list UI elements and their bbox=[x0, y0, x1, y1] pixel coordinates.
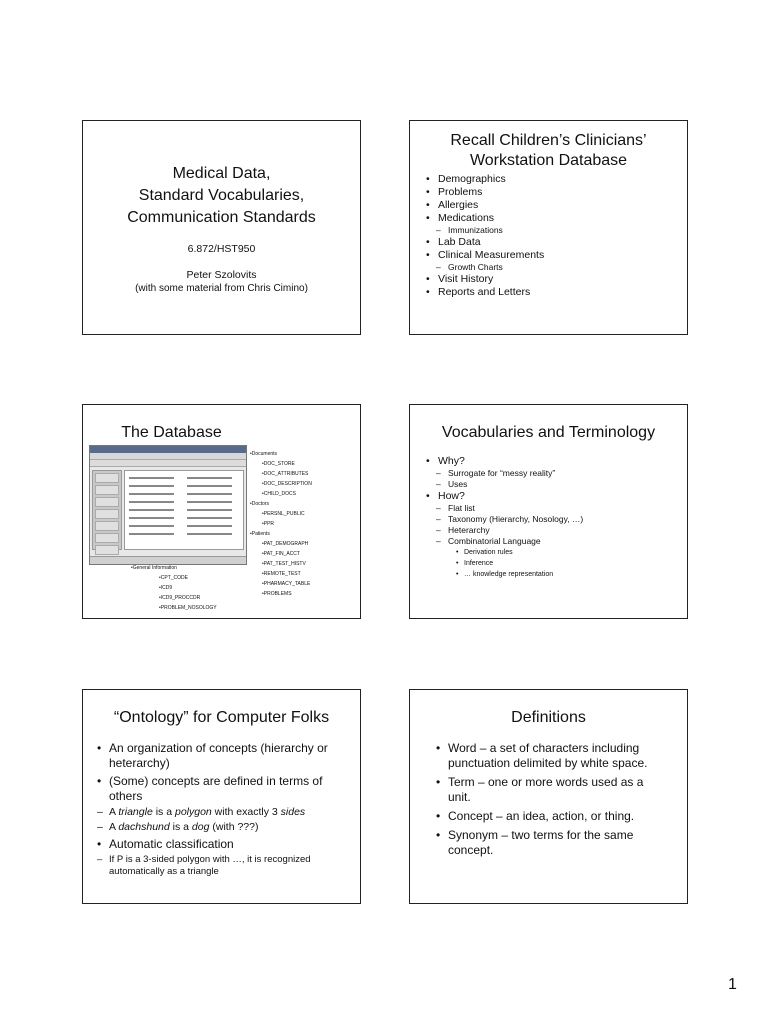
outline-item: •DOC_DESCRIPTION bbox=[262, 481, 312, 487]
slide-ontology bbox=[82, 689, 361, 904]
outline-item: •DOC_STORE bbox=[262, 461, 295, 467]
bullet-list bbox=[426, 173, 544, 299]
list-subitem: – A dachshund is a dog (with ???) bbox=[97, 821, 344, 834]
list-subitem: – Uses bbox=[426, 479, 583, 490]
outline-heading: •Documents bbox=[250, 451, 278, 457]
list-subitem: – A triangle is a polygon with exactly 3 sides bbox=[97, 806, 344, 819]
outline-item: •DOC_ATTRIBUTES bbox=[262, 471, 309, 477]
list-item: • Synonym – two terms for the same concept. bbox=[436, 828, 667, 858]
outline-item: •PROBLEMS bbox=[262, 591, 292, 597]
list-item: • Problems bbox=[426, 186, 544, 199]
list-item: • Allergies bbox=[426, 199, 544, 212]
slide-vocabularies bbox=[409, 404, 688, 619]
slide-heading: The Database bbox=[121, 424, 222, 441]
list-subitem: – Growth Charts bbox=[426, 262, 544, 273]
outline-item: •PROBLEM_NOSOLOGY bbox=[159, 605, 217, 611]
list-item: • How? bbox=[426, 490, 583, 503]
list-item: • Clinical Measurements bbox=[426, 249, 544, 262]
tables-list bbox=[124, 470, 244, 550]
list-item: • Medications bbox=[426, 212, 544, 225]
list-subitem: – Combinatorial Language bbox=[426, 536, 583, 547]
slide-workstation-database bbox=[409, 120, 688, 335]
list-subsubitem: • Derivation rules bbox=[426, 547, 583, 558]
table-outline-left bbox=[131, 563, 217, 613]
list-subitem: – Heterarchy bbox=[426, 525, 583, 536]
list-subitem: – Surrogate for “messy reality” bbox=[426, 468, 583, 479]
course-number: 6.872/HST950 bbox=[187, 243, 256, 255]
bullet-list bbox=[97, 738, 344, 878]
slide-definitions bbox=[409, 689, 688, 904]
outline-item: •ICD9 bbox=[159, 585, 173, 591]
outline-item: •CPT_CODE bbox=[159, 575, 188, 581]
credit: (with some material from Chris Cimino) bbox=[135, 283, 308, 294]
outline-item: •PPR bbox=[262, 521, 275, 527]
page-number: 1 bbox=[728, 976, 737, 993]
list-item: • Term – one or more words used as a unit. bbox=[436, 775, 667, 805]
title-line: Medical Data, bbox=[172, 165, 271, 182]
slide-title-heading bbox=[83, 163, 360, 229]
slide-heading: Definitions bbox=[511, 709, 586, 726]
title-line: Standard Vocabularies, bbox=[138, 187, 305, 204]
slide-the-database bbox=[82, 404, 361, 619]
outline-item: •PAT_TEST_HISTV bbox=[262, 561, 306, 567]
slide-heading: Vocabularies and Terminology bbox=[441, 424, 656, 441]
list-item: • Lab Data bbox=[426, 236, 544, 249]
database-screenshot bbox=[89, 445, 247, 565]
list-item: • Visit History bbox=[426, 273, 544, 286]
outline-item: •ICD9_PROCCDR bbox=[159, 595, 201, 601]
title-line: Recall Children’s Clinicians’ bbox=[450, 132, 647, 149]
slide-heading: “Ontology” for Computer Folks bbox=[113, 709, 330, 726]
list-item: • Automatic classification bbox=[97, 837, 344, 852]
window-titlebar bbox=[90, 446, 246, 453]
slide-heading bbox=[410, 131, 687, 171]
list-item: • An organization of concepts (hierarchy or heterarchy) bbox=[97, 741, 344, 771]
outline-item: •CHILD_DOCS bbox=[262, 491, 296, 497]
objects-sidebar bbox=[92, 470, 122, 550]
table-outline-right bbox=[250, 449, 312, 599]
outline-heading: •Doctors bbox=[250, 501, 269, 507]
outline-item: •PAT_FIN_ACCT bbox=[262, 551, 300, 557]
list-item: • (Some) concepts are defined in terms of others bbox=[97, 774, 344, 804]
list-subsubitem: • … knowledge representation bbox=[426, 569, 583, 580]
slide-title bbox=[82, 120, 361, 335]
list-subsubitem: • Inference bbox=[426, 558, 583, 569]
outline-item: •REMOTE_TEST bbox=[262, 571, 301, 577]
window-toolbar bbox=[90, 460, 246, 467]
list-item: • Concept – an idea, action, or thing. bbox=[436, 809, 667, 824]
list-subitem: – Immunizations bbox=[426, 225, 544, 236]
list-subitem: – If P is a 3-sided polygon with …, it is recognized automatically as a triangle bbox=[97, 854, 344, 878]
bullet-list bbox=[436, 738, 667, 858]
title-line: Communication Standards bbox=[127, 209, 316, 226]
outline-item: •PERSNL_PUBLIC bbox=[262, 511, 305, 517]
list-subitem: – Taxonomy (Hierarchy, Nosology, …) bbox=[426, 514, 583, 525]
outline-item: •PAT_DEMOGRAPH bbox=[262, 541, 309, 547]
list-subitem: – Flat list bbox=[426, 503, 583, 514]
list-item: • Why? bbox=[426, 455, 583, 468]
list-item: • Demographics bbox=[426, 173, 544, 186]
author: Peter Szolovits bbox=[186, 269, 257, 281]
list-item: • Word – a set of characters including punctuation delimited by white space. bbox=[436, 741, 667, 771]
title-line: Workstation Database bbox=[469, 152, 628, 169]
list-item: • Reports and Letters bbox=[426, 286, 544, 299]
outline-item: •PHARMACY_TABLE bbox=[262, 581, 311, 587]
window-menubar bbox=[90, 453, 246, 460]
outline-heading: •General Information bbox=[131, 565, 177, 571]
bullet-list bbox=[426, 455, 583, 580]
outline-heading: •Patients bbox=[250, 531, 270, 537]
